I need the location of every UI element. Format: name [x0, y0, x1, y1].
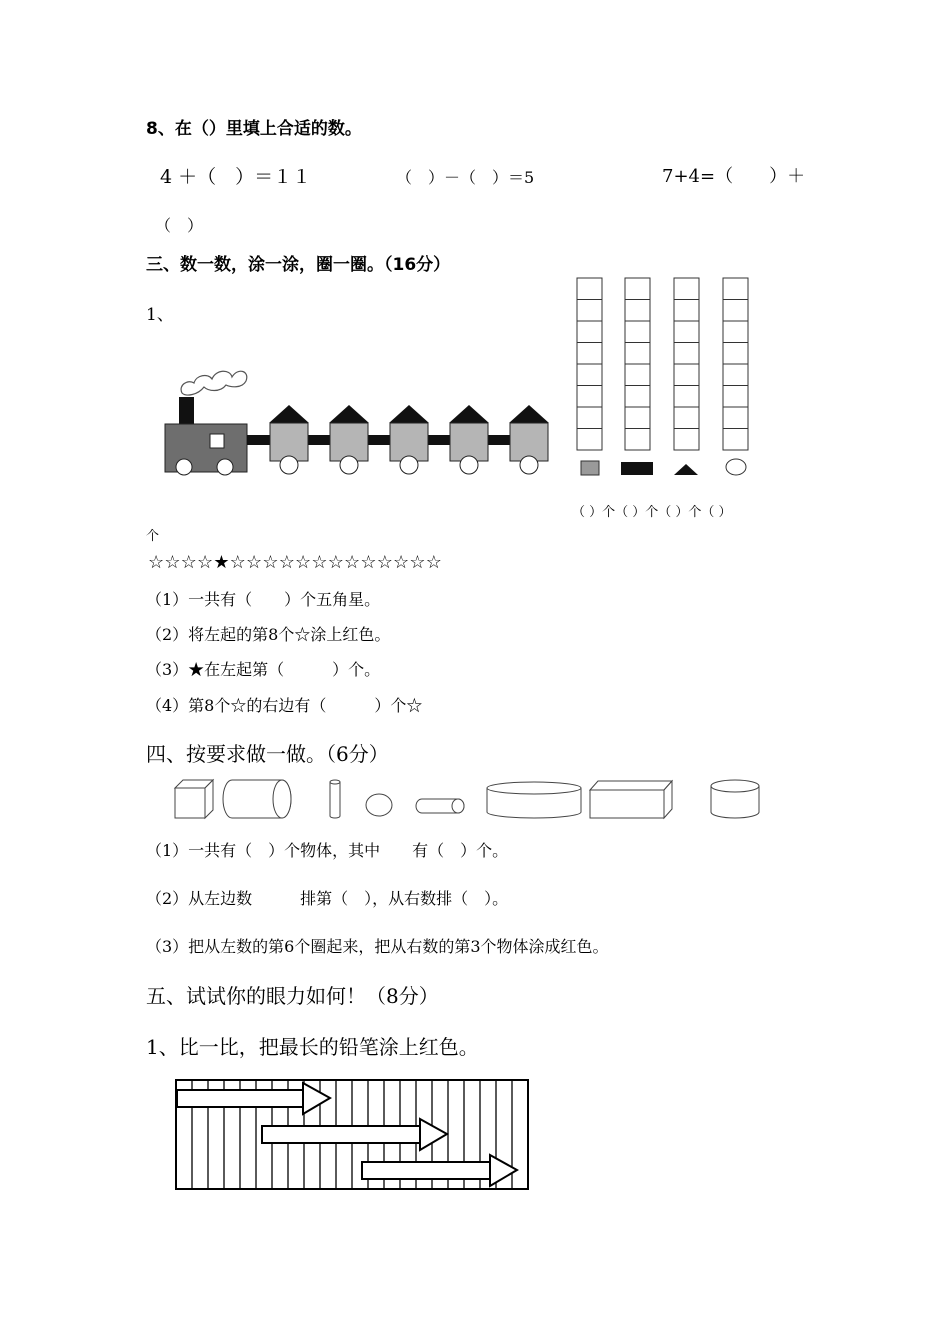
section-4-heading: 四、按要求做一做。（6分）: [146, 742, 389, 766]
rectangle-icon: [621, 462, 653, 475]
count-answers: （ ）个（ ）个（ ）个（ ）: [572, 505, 732, 520]
section-5-q1: 1、比一比，把最长的铅笔涂上红色。: [146, 1035, 479, 1059]
q8-equation-1: 4 ＋（ ）＝１１: [160, 166, 312, 188]
q8-equation-3: 7+4=（ ）＋: [662, 166, 806, 187]
train-figure: [160, 355, 560, 480]
grid-column-squares: [577, 278, 602, 450]
smoke-cloud: [181, 371, 247, 395]
q8-title: 8、在（）里填上合适的数。: [146, 119, 362, 139]
s4-item-1: （1）一共有（ ）个物体，其中 有（ ）个。: [146, 841, 509, 860]
solids-figure: [170, 776, 770, 824]
grid-column-circles: [723, 278, 748, 450]
counting-grid-figure: [570, 276, 760, 481]
engine-wheel: [176, 459, 192, 475]
train-car: [269, 405, 309, 474]
s3-item-3: （3）★在左起第（ ）个。: [146, 660, 381, 679]
section-5-heading: 五、试试你的眼力如何！（8分）: [146, 984, 439, 1008]
star-row: ☆☆☆☆★☆☆☆☆☆☆☆☆☆☆☆☆☆: [148, 552, 443, 573]
engine-window: [210, 434, 224, 448]
count-answers-trailing: 个: [146, 529, 160, 544]
pencil-comparison-figure: [174, 1078, 532, 1192]
grid-column-rectangles: [625, 278, 650, 450]
rod-shape: [416, 799, 464, 813]
q8-equation-3-continued: （ ）: [155, 216, 204, 235]
thin-cylinder-shape: [330, 780, 340, 818]
s4-item-2: （2）从左边数 排第（ ），从右数排（ ）。: [146, 889, 509, 908]
train-car: [509, 405, 549, 474]
train-car: [329, 405, 369, 474]
sphere-shape: [366, 794, 392, 816]
chimney: [179, 397, 194, 424]
s3-item-1: （1）一共有（ ）个五角星。: [146, 590, 381, 609]
s3-item-2: （2）将左起的第8个☆涂上红色。: [146, 625, 391, 644]
square-icon: [581, 461, 599, 475]
engine-wheel: [217, 459, 233, 475]
section-3-heading: 三、数一数，涂一涂，圈一圈。（16分）: [146, 255, 451, 275]
cube-shape: [175, 780, 213, 818]
triangle-icon: [674, 464, 698, 475]
grid-column-triangles: [674, 278, 699, 450]
circle-icon: [726, 459, 746, 475]
cuboid-shape: [590, 781, 672, 818]
flat-cylinder-shape: [487, 782, 581, 818]
s3-item-4: （4）第8个☆的右边有（ ）个☆: [146, 696, 423, 715]
train-car: [389, 405, 429, 474]
lying-cylinder-shape: [223, 780, 291, 818]
section-3-q1-label: 1、: [146, 305, 174, 325]
q8-equation-2: （ ）－（ ）＝5: [396, 168, 535, 187]
short-cylinder-shape: [711, 780, 759, 818]
train-car: [449, 405, 489, 474]
s4-item-3: （3）把从左数的第6个圈起来，把从右数的第3个物体涂成红色。: [146, 937, 609, 956]
